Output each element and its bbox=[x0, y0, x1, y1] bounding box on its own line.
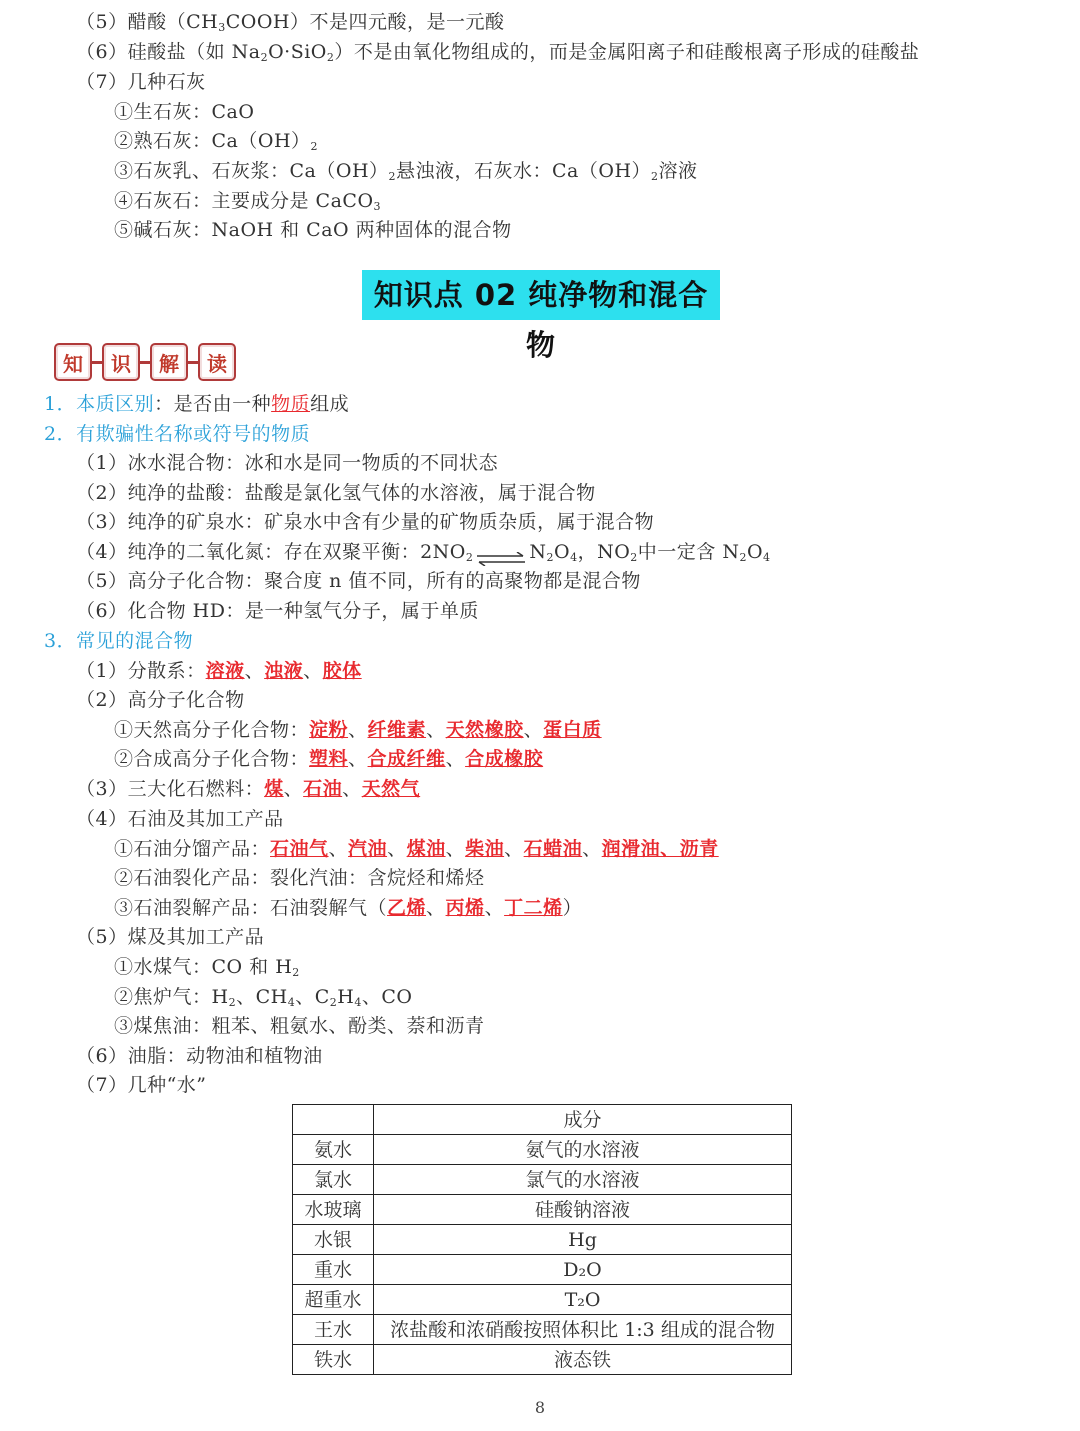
p3-oils: （6）油脂：动物油和植物油 bbox=[76, 1045, 323, 1067]
table-cell: 水银 bbox=[293, 1225, 374, 1255]
table-cell: 重水 bbox=[293, 1255, 374, 1285]
p3-fractionation: ①石油分馏产品：石油气、汽油、煤油、柴油、石蜡油、润滑油、沥青 bbox=[114, 838, 719, 860]
badge-char: 知 bbox=[54, 343, 92, 381]
table-cell: Hg bbox=[374, 1225, 792, 1255]
line-lime-heading: （7）几种石灰 bbox=[76, 71, 206, 93]
p3-coke-gas: ②焦炉气：$H_2$、$CH_4$、$C_2H_4$、CO bbox=[114, 986, 413, 1009]
line-limestone: ④石灰石：主要成分是 CaCO$_3$ bbox=[114, 190, 382, 213]
badge-connector bbox=[188, 361, 198, 364]
table-cell: 超重水 bbox=[293, 1285, 374, 1315]
table-cell: 氨水 bbox=[293, 1135, 374, 1165]
badge-char: 识 bbox=[102, 343, 140, 381]
badge-char: 读 bbox=[198, 343, 236, 381]
equilibrium-arrows-icon bbox=[475, 546, 527, 560]
page-number: 8 bbox=[534, 1398, 546, 1417]
badge-connector bbox=[140, 361, 150, 364]
point-1-label: 1．本质区别 bbox=[44, 393, 155, 415]
table-cell: 氯水 bbox=[293, 1165, 374, 1195]
table-cell: 水玻璃 bbox=[293, 1195, 374, 1225]
table-row bbox=[293, 1285, 792, 1315]
line-soda-lime: ⑤碱石灰：NaOH 和 CaO 两种固体的混合物 bbox=[114, 219, 512, 241]
table-header-row bbox=[293, 1105, 792, 1135]
p3-cracking: ②石油裂化产品：裂化汽油：含烷烃和烯烃 bbox=[114, 867, 485, 889]
line-silicate: （6）硅酸盐（如 $Na_2O\cdot SiO_2$）不是由氧化物组成的，而是金属阳离子和硅酸根离子形成的硅酸盐 bbox=[76, 41, 920, 64]
p3-synthetic-polymer: ②合成高分子化合物：塑料、合成纤维、合成橡胶 bbox=[114, 748, 544, 770]
p2-item: （1）冰水混合物：冰和水是同一物质的不同状态 bbox=[76, 452, 499, 474]
p2-item: （2）纯净的盐酸：盐酸是氯化氢气体的水溶液，属于混合物 bbox=[76, 482, 596, 504]
p2-item: （6）化合物 HD：是一种氢气分子，属于单质 bbox=[76, 600, 479, 622]
p3-waters: （7）几种“水” bbox=[76, 1074, 207, 1096]
table-cell: 王水 bbox=[293, 1315, 374, 1345]
point-1: 1．本质区别：是否由一种物质组成 bbox=[44, 393, 350, 415]
table-cell: D₂O bbox=[374, 1255, 792, 1285]
table-row bbox=[293, 1195, 792, 1225]
line-quicklime: ①生石灰：CaO bbox=[114, 101, 255, 123]
badge-connector bbox=[92, 361, 102, 364]
table-cell: T₂O bbox=[374, 1285, 792, 1315]
p2-item: （5）高分子化合物：聚合度 n 值不同，所有的高聚物都是混合物 bbox=[76, 570, 641, 592]
table-row bbox=[293, 1315, 792, 1345]
p3-coal-tar: ③煤焦油：粗苯、粗氨水、酚类、萘和沥青 bbox=[114, 1015, 485, 1037]
line-lime-milk: ③石灰乳、石灰浆：$Ca(OH)_2$悬浊液，石灰水：$Ca(OH)_2$溶液 bbox=[114, 160, 698, 183]
table-row bbox=[293, 1225, 792, 1255]
table-header-cell bbox=[293, 1105, 374, 1135]
knowledge-badges bbox=[54, 343, 236, 381]
p3-water-gas: ①水煤气：CO 和 $H_2$ bbox=[114, 956, 300, 979]
p2-item: （3）纯净的矿泉水：矿泉水中含有少量的矿物质杂质，属于混合物 bbox=[76, 511, 655, 533]
table-cell: 铁水 bbox=[293, 1345, 374, 1375]
point-2-label: 2．有欺骗性名称或符号的物质 bbox=[44, 423, 311, 445]
table-cell: 硅酸钠溶液 bbox=[374, 1195, 792, 1225]
table-cell: 浓盐酸和浓硝酸按照体积比 1:3 组成的混合物 bbox=[374, 1315, 792, 1345]
p3-coal: （5）煤及其加工产品 bbox=[76, 926, 265, 948]
table-row bbox=[293, 1165, 792, 1195]
table-row bbox=[293, 1135, 792, 1165]
p3-dispersion: （1）分散系：溶液、浊液、胶体 bbox=[76, 660, 362, 682]
table-cell: 液态铁 bbox=[374, 1345, 792, 1375]
point-3-label: 3．常见的混合物 bbox=[44, 630, 194, 652]
waters-table bbox=[292, 1104, 792, 1375]
table-cell: 氯气的水溶液 bbox=[374, 1165, 792, 1195]
badge-char: 解 bbox=[150, 343, 188, 381]
line-slaked-lime: ②熟石灰：$Ca(OH)_2$ bbox=[114, 130, 319, 153]
p3-petroleum: （4）石油及其加工产品 bbox=[76, 808, 284, 830]
p3-natural-polymer: ①天然高分子化合物：淀粉、纤维素、天然橡胶、蛋白质 bbox=[114, 719, 602, 741]
line-acetic-acid: （5）醋酸$(CH_3COOH)$不是四元酸，是一元酸 bbox=[76, 11, 505, 34]
p3-polymer: （2）高分子化合物 bbox=[76, 689, 245, 711]
p3-fossil-fuels: （3）三大化石燃料：煤、石油、天然气 bbox=[76, 778, 421, 800]
table-row bbox=[293, 1255, 792, 1285]
p3-pyrolysis: ③石油裂解产品：石油裂解气（乙烯、丙烯、丁二烯） bbox=[114, 897, 583, 919]
table-cell: 氨气的水溶液 bbox=[374, 1135, 792, 1165]
p2-item-no2: （4）纯净的二氧化氮：存在双聚平衡：$2NO_2$ $N_2O_4$，$NO_2$中一定含 $N_2O_4$ bbox=[76, 541, 771, 564]
section-title: 知识点 02 纯净物和混合物 bbox=[362, 270, 720, 320]
table-row bbox=[293, 1345, 792, 1375]
table-header-cell: 成分 bbox=[374, 1105, 792, 1135]
